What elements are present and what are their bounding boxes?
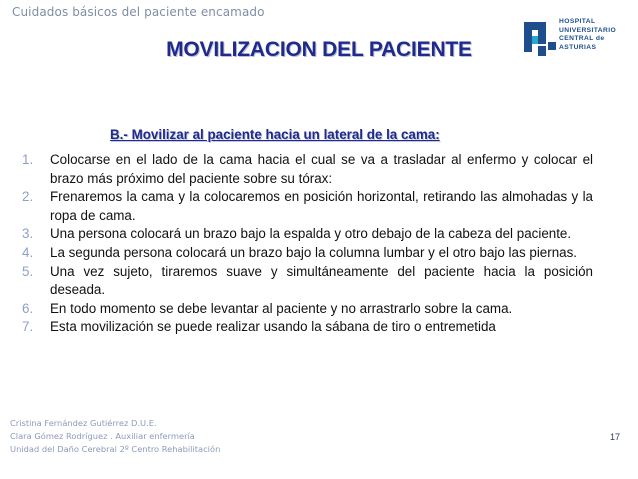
steps-list bbox=[22, 151, 593, 337]
section-subheading: B.- Movilizar al paciente hacia un lateral de la cama: bbox=[110, 127, 440, 142]
list-item bbox=[22, 300, 593, 319]
course-title: Cuidados básicos del paciente encamado bbox=[12, 5, 265, 19]
logo-line: HOSPITAL bbox=[559, 18, 596, 25]
footer-line: Unidad del Daño Cerebral 2º Centro Rehabilitación bbox=[10, 444, 221, 454]
item-number: 3. bbox=[22, 226, 34, 242]
list-item bbox=[22, 188, 593, 225]
footer-line: Clara Gómez Rodríguez . Auxiliar enfermería bbox=[10, 431, 195, 441]
item-text: Esta movilización se puede realizar usando la sábana de tiro o entremetida bbox=[50, 319, 496, 335]
page-number: 17 bbox=[610, 432, 621, 442]
item-number: 5. bbox=[22, 263, 34, 279]
item-number: 7. bbox=[22, 319, 34, 335]
item-number: 6. bbox=[22, 300, 34, 316]
list-item bbox=[22, 244, 593, 263]
page-title: MOVILIZACION DEL PACIENTE bbox=[166, 38, 472, 61]
item-text: Una persona colocará un brazo bajo la espalda y otro debajo de la cabeza del paciente. bbox=[50, 226, 572, 242]
item-number: 4. bbox=[22, 244, 34, 260]
logo-line: ASTURIAS bbox=[559, 43, 597, 51]
list-item bbox=[22, 263, 593, 300]
logo-line: UNIVERSITARIO bbox=[559, 26, 617, 34]
item-text: Frenaremos la cama y la colocaremos en posición horizontal, retirando las almohadas y la ropa de cama. bbox=[50, 189, 593, 223]
item-number: 1. bbox=[22, 152, 34, 167]
item-text: Colocarse en el lado de la cama hacia el cual se va a trasladar al enfermo y colocar el brazo más próximo del paciente sobre su tórax: bbox=[50, 152, 593, 186]
item-text: En todo momento se debe levantar al paciente y no arrastrarlo sobre la cama. bbox=[50, 300, 513, 316]
item-text: La segunda persona colocará un brazo bajo la columna lumbar y el otro bajo las piernas. bbox=[50, 244, 578, 260]
hospital-logo-text bbox=[559, 18, 616, 52]
hospital-logo-icon bbox=[518, 16, 558, 66]
item-text: Una vez sujeto, tiraremos suave y simultáneamente del paciente hacia la posición deseada. bbox=[50, 263, 593, 298]
item-number: 2. bbox=[22, 189, 34, 205]
footer-credits bbox=[10, 417, 220, 456]
list-item bbox=[22, 318, 593, 337]
list-item bbox=[22, 225, 593, 244]
footer-line: Cristina Fernández Gutiérrez D.U.E. bbox=[10, 418, 157, 428]
logo-line: CENTRAL de bbox=[559, 35, 605, 43]
list-item bbox=[22, 151, 593, 188]
